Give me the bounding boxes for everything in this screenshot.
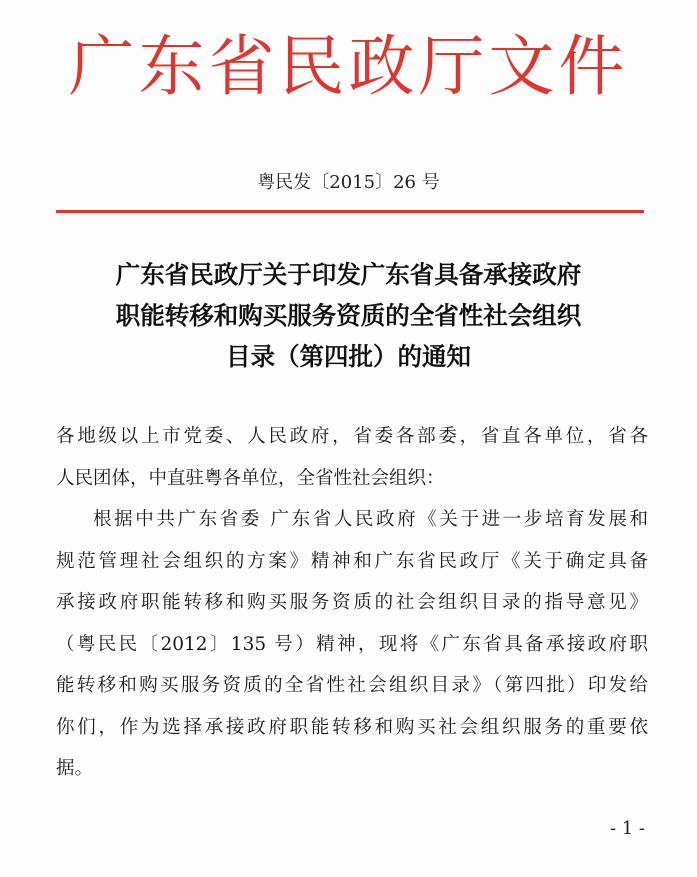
addressee-line: 各地级以上市党委、人民政府，省委各部委，省直各单位，省各 xyxy=(56,426,648,447)
body-line: 能转移和购买服务资质的全省性社会组织目录》（第四批）印发给 xyxy=(56,675,648,696)
body-line: 你们，作为选择承接政府职能转移和购买社会组织服务的重要依 xyxy=(56,716,648,738)
page-number: - 1 - xyxy=(609,818,645,839)
body-line: 根据中共广东省委 广东省人民政府《关于进一步培育发展和 xyxy=(93,509,648,530)
document-number: 粤民发〔2015〕26 号 xyxy=(257,172,440,193)
addressee-line: 人民团体，中直驻粤各单位，全省性社会组织： xyxy=(56,467,445,489)
document-body xyxy=(56,416,648,790)
body-line: 承接政府职能转移和购买服务资质的社会组织目录的指导意见》 xyxy=(56,592,648,613)
body-line: 规范管理社会组织的方案》精神和广东省民政厅《关于确定具备 xyxy=(56,550,648,572)
document-title xyxy=(50,254,647,377)
red-divider-line xyxy=(56,210,644,213)
body-line: （粤民民〔2012〕135 号）精神，现将《广东省具备承接政府职 xyxy=(56,633,648,655)
body-line: 据。 xyxy=(56,758,94,779)
title-line: 广东省民政厅关于印发广东省具备承接政府 xyxy=(115,260,582,289)
title-line: 职能转移和购买服务资质的全省性社会组织 xyxy=(115,301,582,330)
title-line: 目录（第四批）的通知 xyxy=(226,342,471,371)
document-header-title: 广东省民政厅文件 xyxy=(68,28,629,105)
